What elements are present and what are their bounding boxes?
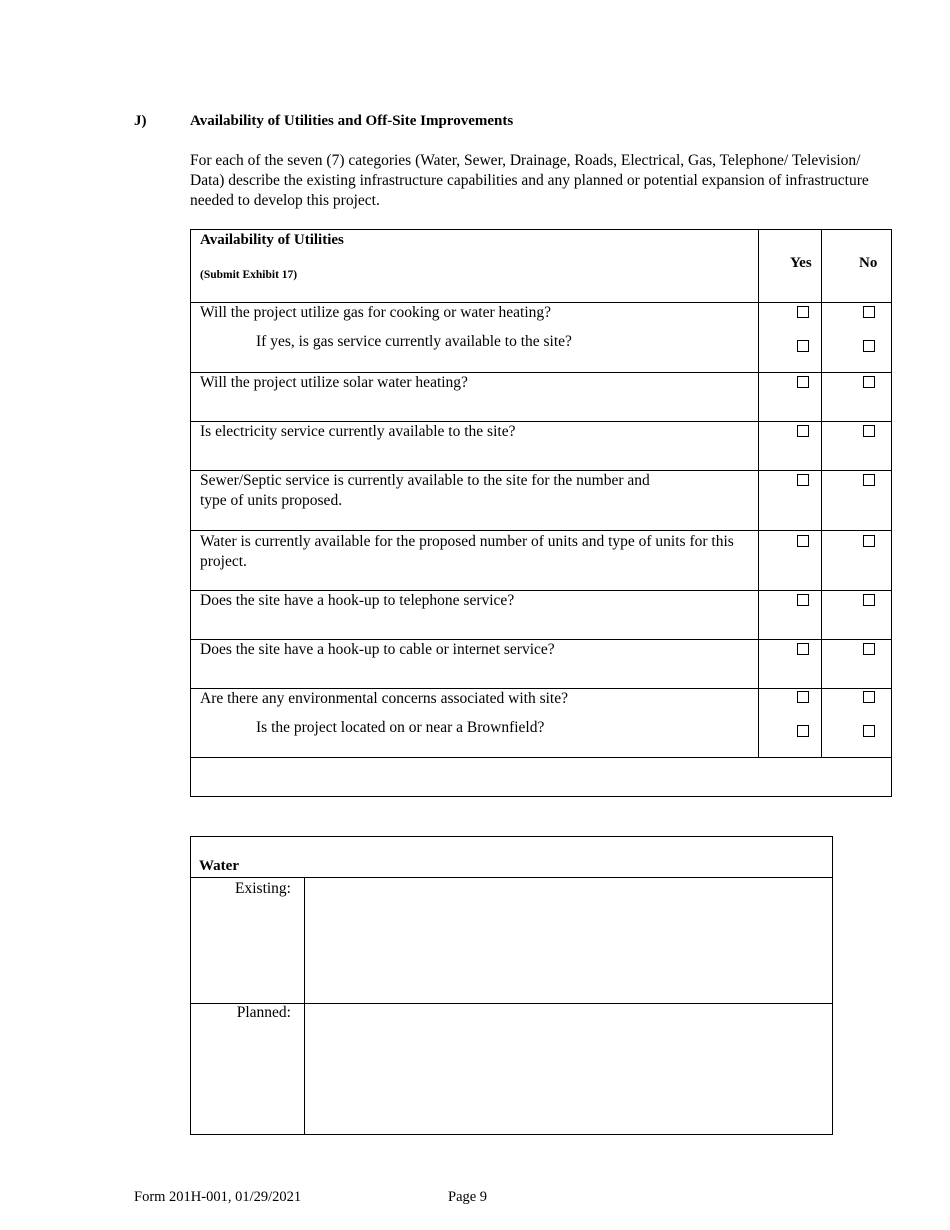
- column-divider: [821, 230, 822, 758]
- environmental-yes-checkbox[interactable]: [797, 691, 809, 703]
- question-electricity: Is electricity service currently available to the site?: [200, 423, 516, 440]
- water-table-title: Water: [199, 858, 239, 874]
- solar-yes-checkbox[interactable]: [797, 376, 809, 388]
- electricity-no-checkbox[interactable]: [863, 425, 875, 437]
- existing-input[interactable]: [305, 878, 832, 1003]
- question-water: Water is currently available for the proposed number of units and type of units for this project.: [200, 533, 734, 570]
- water-table: [190, 836, 833, 1135]
- page-number: Page 9: [448, 1189, 488, 1205]
- question-sewer-septic: Sewer/Septic service is currently available to the site for the number and type of units proposed.: [200, 472, 650, 509]
- column-divider: [758, 230, 759, 758]
- cable-yes-checkbox[interactable]: [797, 643, 809, 655]
- planned-label: Planned:: [236, 1004, 291, 1021]
- question-environmental: Are there any environmental concerns associated with site?: [200, 690, 568, 707]
- sewer-no-checkbox[interactable]: [863, 474, 875, 486]
- planned-input[interactable]: [305, 1004, 832, 1134]
- question-brownfield: Is the project located on or near a Brownfield?: [256, 719, 545, 736]
- utilities-table: [190, 229, 892, 797]
- section-intro: For each of the seven (7) categories (Water, Sewer, Drainage, Roads, Electrical, Gas, Telephone/ Television/ Data) describe the existing infrastructure capabilities and any planned or potential expansion of infrastructure needed to develop this project.: [190, 152, 869, 209]
- section-letter: J): [134, 113, 147, 129]
- water-no-checkbox[interactable]: [863, 535, 875, 547]
- row-divider: [191, 757, 891, 758]
- question-telephone: Does the site have a hook-up to telephone service?: [200, 592, 515, 609]
- brownfield-no-checkbox[interactable]: [863, 725, 875, 737]
- telephone-yes-checkbox[interactable]: [797, 594, 809, 606]
- water-yes-checkbox[interactable]: [797, 535, 809, 547]
- gas-usage-yes-checkbox[interactable]: [797, 306, 809, 318]
- gas-available-yes-checkbox[interactable]: [797, 340, 809, 352]
- utilities-table-title: Availability of Utilities: [200, 232, 344, 248]
- row-divider: [191, 530, 891, 531]
- yes-column-header: Yes: [790, 255, 812, 271]
- brownfield-yes-checkbox[interactable]: [797, 725, 809, 737]
- question-solar-water-heating: Will the project utilize solar water heating?: [200, 374, 468, 391]
- utilities-table-subtitle: (Submit Exhibit 17): [200, 269, 298, 281]
- gas-usage-no-checkbox[interactable]: [863, 306, 875, 318]
- sewer-yes-checkbox[interactable]: [797, 474, 809, 486]
- form-number: Form 201H-001, 01/29/2021: [134, 1189, 302, 1205]
- cable-no-checkbox[interactable]: [863, 643, 875, 655]
- section-title: Availability of Utilities and Off-Site Improvements: [190, 113, 514, 129]
- existing-label: Existing:: [235, 880, 291, 897]
- question-gas-usage: Will the project utilize gas for cooking or water heating?: [200, 304, 552, 321]
- environmental-no-checkbox[interactable]: [863, 691, 875, 703]
- telephone-no-checkbox[interactable]: [863, 594, 875, 606]
- no-column-header: No: [859, 255, 878, 271]
- question-cable-internet: Does the site have a hook-up to cable or internet service?: [200, 641, 555, 658]
- electricity-yes-checkbox[interactable]: [797, 425, 809, 437]
- solar-no-checkbox[interactable]: [863, 376, 875, 388]
- question-gas-available: If yes, is gas service currently available to the site?: [256, 333, 572, 350]
- gas-available-no-checkbox[interactable]: [863, 340, 875, 352]
